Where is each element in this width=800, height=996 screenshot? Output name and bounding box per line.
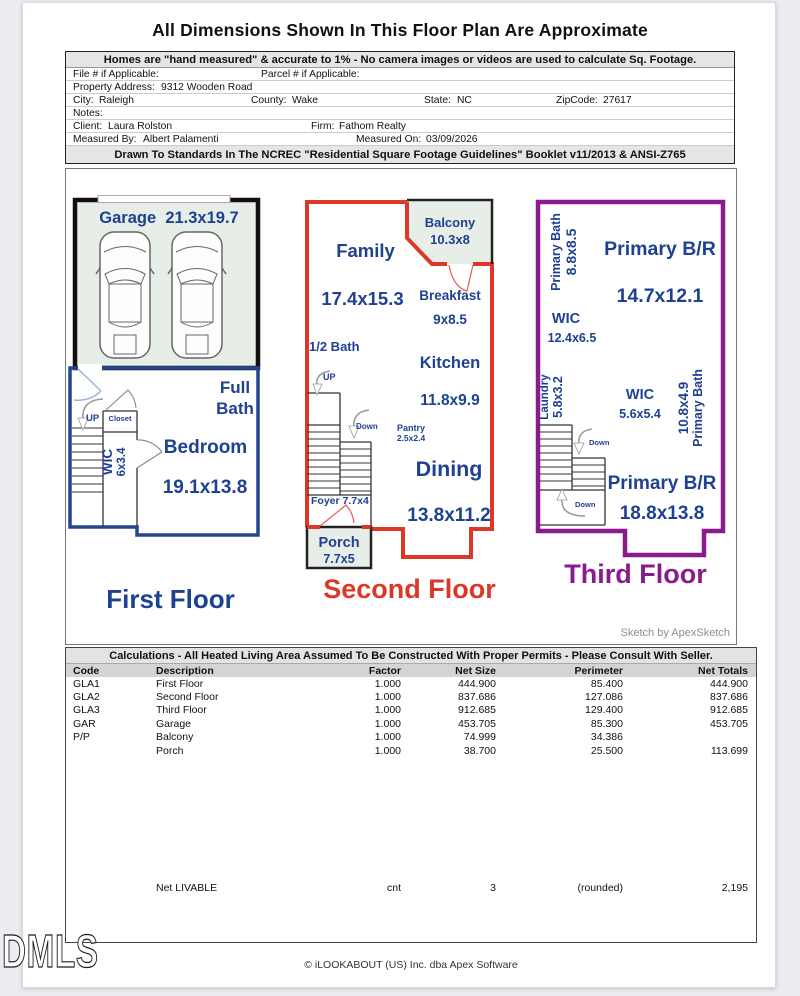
down-arrowhead [574, 443, 584, 454]
measured-by-value: Albert Palamenti [143, 133, 219, 145]
cell-code: GLA2 [73, 691, 100, 704]
cell-net-size: 74.999 [463, 731, 496, 744]
down-label: Down [356, 422, 378, 431]
table-row [66, 731, 756, 744]
cell-net-size: 453.705 [458, 717, 496, 730]
primary-br-1-size: 14.7x12.1 [616, 285, 704, 307]
third-floor-title: Third Floor [564, 559, 707, 589]
file-label: File # if Applicable: [73, 68, 159, 80]
property-info-box [65, 51, 735, 164]
cell-factor: 1.000 [374, 677, 401, 690]
cell-perimeter: 129.400 [585, 704, 623, 717]
garage-door [98, 196, 230, 203]
room-size: 10.8x4.9 [676, 381, 691, 435]
garage-label [83, 209, 255, 227]
room-size: 5.8x3.2 [550, 376, 565, 418]
wic-1-size: 12.4x6.5 [547, 331, 597, 345]
cell-description: First Floor [156, 677, 204, 690]
cell-factor: 1.000 [374, 744, 401, 757]
primary-br-2-size: 18.8x13.8 [619, 503, 705, 524]
kitchen-size: 11.8x9.9 [420, 392, 480, 409]
primary-br-2-label: Primary B/R [607, 473, 717, 494]
col-net-size: Net Size [455, 664, 496, 677]
cell-net-totals: 453.705 [710, 717, 748, 730]
car-icon [168, 232, 226, 358]
cell-factor: 1.000 [374, 717, 401, 730]
net-livable-total: 2,195 [721, 882, 748, 895]
down-label: Down [575, 500, 596, 509]
cell-factor: 1.000 [374, 731, 401, 744]
ncrec-standards-banner: Drawn To Standards In The NCREC "Residential Square Footage Guidelines" Booklet v11/2013 & ANSI-Z765 [66, 146, 734, 163]
wic-1-label: WIC [551, 311, 581, 327]
up-label: UP [323, 372, 336, 382]
bedroom-size: 19.1x13.8 [162, 477, 248, 498]
primary-bath-2-label [677, 361, 711, 455]
cell-net-totals: 113.699 [710, 744, 748, 757]
cell-net-size: 38.700 [463, 744, 496, 757]
family-label: Family [336, 240, 395, 261]
laundry-label [539, 364, 569, 430]
cell-code: P/P [73, 731, 90, 744]
col-description: Description [156, 664, 214, 677]
table-row [66, 690, 756, 703]
cell-perimeter: 34.386 [590, 731, 623, 744]
up-label: UP [86, 413, 100, 424]
info-row-measured [66, 133, 734, 146]
stair-treads [72, 428, 103, 492]
sketch-credit: Sketch by ApexSketch [620, 627, 730, 639]
closet-door-arc [106, 390, 136, 410]
cell-perimeter: 25.500 [590, 744, 623, 757]
balcony-size: 10.3x8 [430, 232, 470, 247]
breakfast-label: Breakfast [419, 288, 481, 303]
cell-description: Balcony [156, 731, 194, 744]
cell-code: GLA3 [73, 704, 100, 717]
wic-2-size: 5.6x5.4 [619, 407, 661, 421]
breakfast-size: 9x8.5 [433, 312, 467, 327]
zip-value: 27617 [603, 94, 632, 106]
foyer-label [311, 496, 369, 508]
pantry-size: 2.5x2.4 [396, 433, 426, 443]
cell-factor: 1.000 [374, 691, 401, 704]
room-name: Garage [99, 209, 157, 227]
cell-factor: 1.000 [374, 704, 401, 717]
dining-label: Dining [415, 457, 483, 481]
cell-perimeter: 127.086 [585, 691, 623, 704]
col-factor: Factor [368, 664, 401, 677]
cell-description: Garage [156, 717, 192, 730]
primary-bath-1-label [550, 209, 584, 295]
calculations-header-row [66, 664, 756, 677]
family-size: 17.4x15.3 [321, 288, 404, 309]
first-floor-title: First Floor [106, 584, 235, 614]
address-label: Property Address: [73, 81, 155, 93]
col-net-totals: Net Totals [698, 664, 748, 677]
balcony-label: Balcony [424, 215, 476, 230]
cell-perimeter: 85.400 [590, 677, 623, 690]
measurement-banner: Homes are "hand measured" & accurate to 1% - No camera images or videos are used to calculate Sq. Footage. [66, 52, 734, 68]
city-label: City: [73, 94, 94, 106]
calculations-title: Calculations - All Heated Living Area Assumed To Be Constructed With Proper Permits - Please Consult With Seller. [66, 648, 756, 664]
state-value: NC [457, 94, 472, 106]
net-livable-label: Net LIVABLE [156, 882, 218, 895]
cell-code: GAR [73, 717, 96, 730]
porch-label: Porch [318, 535, 360, 551]
col-code: Code [73, 664, 100, 677]
entry-door-arc [74, 369, 101, 400]
dining-size: 13.8x11.2 [407, 505, 491, 526]
kitchen-label: Kitchen [419, 354, 481, 372]
second-floor-title: Second Floor [323, 574, 496, 604]
bedroom-label: Bedroom [163, 437, 248, 458]
room-size: 21.3x19.7 [165, 209, 239, 227]
county-label: County: [251, 94, 287, 106]
col-perimeter: Perimeter [574, 664, 623, 677]
net-livable-unit: cnt [386, 882, 401, 895]
net-livable-note: (rounded) [577, 882, 623, 895]
cell-net-size: 912.685 [458, 704, 496, 717]
state-label: State: [424, 94, 451, 106]
net-livable-row [66, 881, 756, 894]
room-name: Primary Bath [690, 369, 705, 447]
room-size: 7.7x4 [342, 495, 369, 507]
room-name: Primary Bath [549, 213, 563, 291]
dmls-watermark: DMLS [2, 925, 99, 977]
measured-on-label: Measured On: [356, 133, 422, 145]
table-row [66, 677, 756, 690]
cell-net-totals: 444.900 [710, 677, 748, 690]
table-row [66, 717, 756, 730]
half-bath-label: 1/2 Bath [309, 339, 360, 354]
car-icon [96, 232, 154, 358]
info-row-address [66, 81, 734, 94]
room-name: Laundry [539, 374, 551, 420]
zip-label: ZipCode: [556, 94, 598, 106]
calculations-table [65, 647, 757, 943]
table-row [66, 744, 756, 757]
primary-br-1-label: Primary B/R [604, 238, 716, 260]
info-row-city [66, 94, 734, 107]
client-label: Client: [73, 120, 103, 132]
info-row-client [66, 120, 734, 133]
wic-label [101, 427, 137, 497]
room-size: 6x3.4 [115, 447, 128, 477]
measured-by-label: Measured By: [73, 133, 137, 145]
porch-size: 7.7x5 [323, 552, 355, 566]
page-title: All Dimensions Shown In This Floor Plan Are Approximate [152, 20, 648, 40]
notes-label: Notes: [73, 107, 103, 119]
cell-net-size: 444.900 [458, 677, 496, 690]
info-row-file [66, 68, 734, 81]
cell-description: Third Floor [156, 704, 207, 717]
down-label: Down [589, 438, 610, 447]
room-name: WIC [100, 448, 115, 476]
closet-label: Closet [108, 414, 132, 423]
cell-net-totals: 912.685 [710, 704, 748, 717]
cell-perimeter: 85.300 [590, 717, 623, 730]
parcel-label: Parcel # if Applicable: [261, 68, 360, 80]
net-livable-count: 3 [490, 882, 496, 895]
cell-code: GLA1 [73, 677, 100, 690]
city-value: Raleigh [99, 94, 134, 106]
cell-net-size: 837.686 [458, 691, 496, 704]
pantry-label: Pantry [396, 423, 425, 433]
foyer-door-arc [320, 505, 354, 526]
full-bath-label: Full Bath [216, 378, 254, 419]
wic-2-label: WIC [625, 387, 655, 403]
client-value: Laura Rolston [108, 120, 173, 132]
info-row-notes [66, 107, 734, 120]
table-row [66, 704, 756, 717]
address-value: 9312 Wooden Road [161, 81, 253, 93]
measured-on-value: 03/09/2026 [426, 133, 478, 145]
stair-treads [307, 432, 371, 491]
copyright-footer: © iLOOKABOUT (US) Inc. dba Apex Software [304, 959, 518, 971]
firm-label: Firm: [311, 120, 335, 132]
room-size: 8.8x8.5 [562, 228, 579, 276]
entry-opening [78, 364, 102, 372]
cell-description: Second Floor [156, 691, 219, 704]
cell-net-totals: 837.686 [710, 691, 748, 704]
cell-description: Porch [156, 744, 184, 757]
room-name: Foyer [311, 495, 340, 507]
firm-value: Fathom Realty [339, 120, 406, 132]
county-value: Wake [292, 94, 318, 106]
